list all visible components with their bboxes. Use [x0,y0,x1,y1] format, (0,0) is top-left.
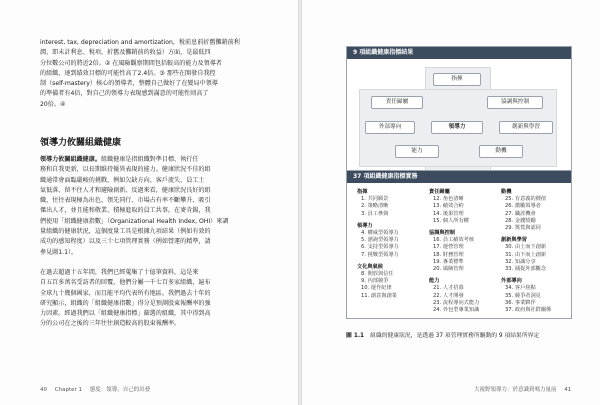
practice-item: 36. 事業夥伴 [505,299,536,306]
practice-item: 18. 財務管理 [433,251,464,258]
outcome-lower-right: 動機 [479,145,523,158]
practice-item: 21. 人才招募 [433,285,464,292]
practice-item: 20. 風險管理 [433,266,464,273]
chapter-title: 態度：領導，自己的出發 [89,387,151,393]
text-line: 織，往往表現極為出色、領先同行、市場占有率不斷攀升、吸引 [40,197,211,205]
practice-item: 30. 由上而下創新 [505,244,547,251]
text-line: 研究顯示，組織的「組織健康指數」得分是預測股東報酬率的強 [40,299,211,307]
practice-item: 33. 捕捉外部觀念 [505,266,547,273]
practice-item: 34. 客戶焦點 [505,285,536,292]
outcome-category: 文化與氣候 [357,263,383,270]
chapter-label: Chapter 1 [54,387,82,393]
text-line: 氣低落、留不住人才和避險創新、反過來看，健康狀況良好的組 [40,186,211,194]
running-title: 大視野領導力：於意識到嗎力量前 [474,387,557,393]
text-line: 量組織的健康狀況，這個度量工具是根據九項結果（例如有效的 [40,228,211,236]
outcome-mid-right: 創新與學習 [499,121,553,134]
outcome-top: 指揮 [433,73,481,86]
text-line: 組織健康是指組織對準目標、執行任 [100,156,199,163]
text-line: 力因素。經過我們以「組織健康指標」篩選的組織，其中得到高 [40,310,211,318]
practice-item: 3. 員工參與 [361,210,389,217]
practice-item: 6. 支持型領導力 [361,244,399,251]
practice-item: 25. 有意義的價值 [505,196,547,203]
practice-item: 27. 職涯機會 [505,210,536,217]
text-line: 分位數公司的將近2倍。② 在風險觀察期間包括較高的能力及領導者 [40,59,222,67]
practice-item: 13. 績效合約 [433,203,464,210]
body-paragraph-3 [40,268,270,330]
practice-item: 1. 共同願景 [361,196,389,203]
outcome-category: 能力 [429,278,440,285]
practice-item: 37. 政府與社群關係 [505,307,552,314]
outcome-category: 指揮 [357,189,368,195]
page-number-right: 41 [564,387,572,393]
text-line: 織通常會面臨嚴峻的挑戰，例如欠缺方向、客戶流失、員工士 [40,176,205,184]
text-line: 們使用「組織健康指數」（Organizational Health Index, OHI）來調 [40,217,229,225]
practice-item: 8. 開放與信任 [361,271,394,278]
body-paragraph-1 [40,38,270,110]
practice-item: 14. 後果管理 [433,210,464,217]
right-footer [474,385,577,393]
practice-item: 26. 激勵領導者 [505,203,541,210]
table-column [429,189,481,314]
text-line: 參見圖1.1）。 [40,248,78,256]
text-line: 的準備者有4倍，對自己的領導力表現感到滿意的可能性則高了 [40,90,209,98]
practice-item: 19. 專業標準 [433,258,464,265]
text-line: 在過去超過十五年間，我們已經蒐集了十億筆資料，這是來 [40,269,199,276]
text-line: interest, tax, depreciation and amortization，稅前息前折舊攤銷前利 [40,39,240,46]
practice-item: 22. 人才開發 [433,292,464,299]
caption-label: 圖 1.1 [346,333,365,339]
practice-item: 11. 創意與創業 [361,292,397,299]
practice-item: 24. 外包型專業知識 [433,307,480,314]
practice-item: 29. 獎賞與認同 [505,225,541,232]
table-body [347,183,571,318]
left-page [0,0,298,405]
text-line: 傑出人才，並且能和敬業、積極進取的員工共事。在麥肯錫，我 [40,207,211,215]
text-line: 潤，即未計利息、稅項、折舊及攤銷前的收益）方面，是最低四 [40,49,211,57]
practice-item: 16. 員工績效考核 [433,237,475,244]
text-line: 自五百多萬名受訪者的回覆，他們分屬一千七百多家組織，遍布 [40,279,211,287]
outcome-upper-left: 責任歸屬 [371,96,423,109]
outcome-category: 責任歸屬 [429,189,450,195]
outcome-category: 外部導向 [501,278,522,285]
practice-item: 17. 運營管理 [433,244,464,251]
table-column [357,189,409,300]
outcome-category: 協調與控制 [429,230,455,237]
text-line: 分的公司在之後的三年往往創造較高的股東報酬率。 [40,320,181,328]
practice-item: 35. 競爭者洞見 [505,292,541,299]
practice-item: 2. 策略清晰 [361,203,389,210]
outcome-category: 創新與學習 [501,237,527,244]
practice-item: 15. 個人所有權 [433,217,469,224]
outcome-category: 動機 [501,189,512,195]
outcome-lower-left: 能力 [395,145,439,158]
practice-item: 28. 金錢獎勵 [505,217,536,224]
practice-item: 10. 運作紀律 [361,285,392,292]
table-title: 37 項組織健康指標實務 [347,171,571,183]
text-line: 制（self-mastery）核心的領導者，整體自己做好了在變局中領導 [40,80,218,88]
paragraph-lead: 領導力攸關組織健康。 [40,156,101,163]
text-line: 成功的感知程度）以及三十七項管理實務（例如營運的精準，請 [40,238,211,246]
section-heading: 領導力攸關組織健康 [40,138,122,148]
outcome-upper-right: 協調與控制 [487,96,543,109]
practice-item: 4. 權威型領導力 [361,230,399,237]
caption-text: 組織的健康狀況，是透過 37 項管理實務所驅動的 9 項結果所界定 [370,333,540,339]
practice-item: 23. 流程導向式能力 [433,299,480,306]
practice-item: 5. 諮詢型領導力 [361,237,399,244]
outcome-mid-left: 外部導向 [365,121,415,134]
practice-item: 9. 內部競爭 [361,278,389,285]
figure-caption [346,330,570,339]
text-line: 全球九十幾個國家，而且能平均代表所有地區。我們過去十年的 [40,289,211,297]
page-number: 40 [40,387,47,393]
outcome-category: 領導力 [357,222,373,229]
left-footer [40,385,156,393]
practice-item: 32. 知識分享 [505,258,536,265]
table-column [501,189,553,314]
text-line: 20倍。④ [40,100,66,108]
practice-item: 7. 挑戰型領導力 [361,251,399,258]
text-line: 務和自我更新，以長期維持優異表現的能力。健康狀況不佳的組 [40,166,211,174]
practices-table [346,170,572,319]
outcome-mid-center: 領導力 [431,121,483,134]
figure-title: 9 項組織健康指標結果 [347,47,571,59]
practice-item: 12. 角色清晰 [433,196,464,203]
body-paragraph-2 [40,155,270,258]
text-line: 的組織，達到績效目標的可能性高了2.4倍。③ 那些在開發自我控 [40,69,216,77]
practice-item: 31. 由下而上創新 [505,251,547,258]
